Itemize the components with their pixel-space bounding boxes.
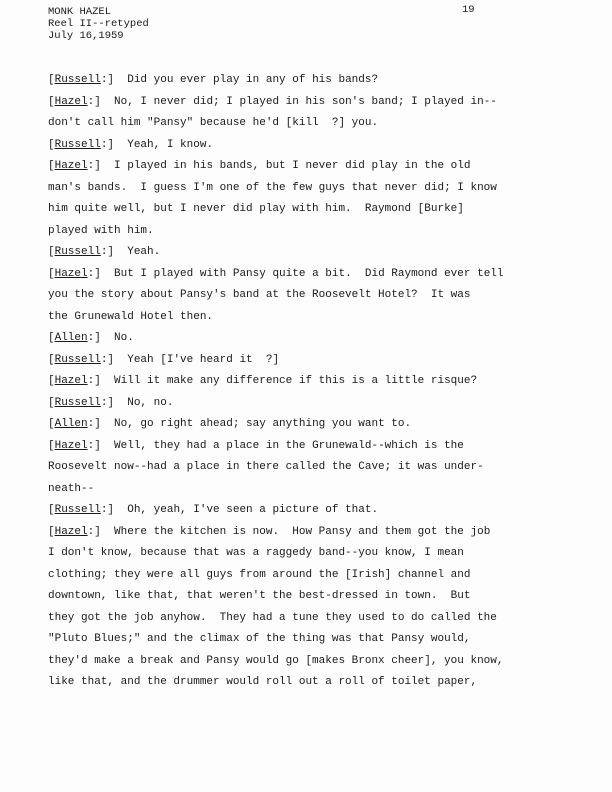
line-text: Yeah [I've heard it ?] — [127, 353, 280, 366]
line-text: Did you ever play in any of his bands? — [127, 74, 379, 86]
line-text: Well, they had a place in the Grunewald--which is the — [114, 439, 464, 452]
line-text: they'd make a break and Pansy would go [makes Bronx cheer], you know, — [48, 654, 504, 667]
transcript-line — [48, 70, 578, 92]
speaker-label: [Hazel:] — [48, 439, 115, 452]
transcript-line — [48, 393, 578, 415]
line-text: played with him. — [48, 224, 154, 237]
line-text: Where the kitchen is now. How Pansy and them got the job — [114, 525, 491, 538]
speaker-name: Hazel — [54, 525, 88, 538]
line-text: like that, and the drummer would roll out a roll of toilet paper, — [48, 676, 478, 688]
speaker-name: Hazel — [54, 95, 88, 108]
speaker-name: Russell — [54, 138, 101, 151]
transcript-line — [48, 608, 578, 630]
line-text: Oh, yeah, I've seen a picture of that. — [127, 504, 379, 516]
speaker-label: [Russell:] — [48, 353, 128, 366]
transcript-line — [48, 522, 578, 544]
line-text: man's bands. I guess I'm one of the few guys that never did; I know — [48, 181, 497, 194]
transcript-line — [48, 221, 578, 243]
speaker-name: Russell — [54, 396, 101, 409]
transcript-line — [48, 543, 578, 565]
line-text: Yeah. — [127, 246, 161, 258]
transcript-line — [48, 135, 578, 157]
speaker-name: Russell — [54, 74, 101, 86]
page-header — [48, 6, 149, 42]
speaker-label: [Russell:] — [48, 246, 128, 258]
line-text: No, no. — [127, 396, 174, 409]
transcript-line — [48, 565, 578, 587]
speaker-name: Russell — [54, 504, 101, 516]
speaker-label: [Russell:] — [48, 74, 128, 86]
interviewee-name: MONK HAZEL — [48, 6, 112, 18]
speaker-name: Allen — [54, 418, 88, 430]
line-text: I don't know, because that was a raggedy band--you know, I mean — [48, 547, 464, 559]
speaker-label: [Hazel:] — [48, 267, 115, 280]
transcript-line — [48, 500, 578, 522]
line-text: you the story about Pansy's band at the Roosevelt Hotel? It was — [48, 289, 471, 301]
transcript-line — [48, 414, 578, 436]
transcript-line — [48, 156, 578, 178]
line-text: downtown, like that, that weren't the best-dressed in town. But — [48, 590, 471, 602]
transcript-line — [48, 178, 578, 200]
reel-label: Reel II--retyped — [48, 18, 149, 30]
speaker-label: [Allen:] — [48, 418, 115, 430]
speaker-name: Allen — [54, 332, 88, 344]
page-number: 19 — [462, 4, 475, 16]
transcript-line — [48, 92, 578, 114]
line-text: they got the job anyhow. They had a tune they used to do called the — [48, 611, 497, 624]
speaker-label: [Russell:] — [48, 504, 128, 516]
transcript-line — [48, 264, 578, 286]
line-text: But I played with Pansy quite a bit. Did Raymond ever tell — [114, 267, 504, 280]
interview-date: July 16,1959 — [48, 30, 124, 42]
transcript-body — [48, 70, 578, 694]
line-text: him quite well, but I never did play with him. Raymond [Burke] — [48, 203, 464, 215]
transcript-line — [48, 479, 578, 501]
transcript-line — [48, 199, 578, 221]
speaker-name: Russell — [54, 246, 101, 258]
line-text: Yeah, I know. — [127, 138, 214, 151]
line-text: Will it make any difference if this is a little risque? — [114, 375, 478, 387]
line-text: Roosevelt now--had a place in there called the Cave; it was under- — [48, 461, 484, 473]
speaker-label: [Allen:] — [48, 332, 115, 344]
line-text: No. — [114, 332, 134, 344]
line-text: clothing; they were all guys from around the [Irish] channel and — [48, 568, 471, 581]
speaker-label: [Russell:] — [48, 138, 128, 151]
speaker-label: [Russell:] — [48, 396, 128, 409]
speaker-name: Russell — [54, 353, 101, 366]
transcript-line — [48, 629, 578, 651]
transcript-line — [48, 672, 578, 694]
line-text: don't call him "Pansy" because he'd [kill ?] you. — [48, 117, 379, 129]
transcript-line — [48, 285, 578, 307]
speaker-name: Hazel — [54, 375, 88, 387]
transcript-line — [48, 586, 578, 608]
speaker-name: Hazel — [54, 439, 88, 452]
transcript-line — [48, 436, 578, 458]
speaker-label: [Hazel:] — [48, 375, 115, 387]
line-text: No, I never did; I played in his son's band; I played in-- — [114, 95, 497, 108]
line-text: I played in his bands, but I never did play in the old — [114, 160, 471, 172]
transcript-line — [48, 350, 578, 372]
transcript-line — [48, 651, 578, 673]
line-text: "Pluto Blues;" and the climax of the thing was that Pansy would, — [48, 633, 471, 645]
transcript-line — [48, 242, 578, 264]
speaker-label: [Hazel:] — [48, 525, 115, 538]
transcript-line — [48, 113, 578, 135]
speaker-name: Hazel — [54, 160, 88, 172]
speaker-label: [Hazel:] — [48, 95, 115, 108]
line-text: No, go right ahead; say anything you want to. — [114, 418, 412, 430]
transcript-line — [48, 457, 578, 479]
transcript-line — [48, 307, 578, 329]
transcript-line — [48, 328, 578, 350]
speaker-label: [Hazel:] — [48, 160, 115, 172]
transcript-line — [48, 371, 578, 393]
speaker-name: Hazel — [54, 267, 88, 280]
line-text: the Grunewald Hotel then. — [48, 310, 214, 323]
line-text: neath-- — [48, 482, 95, 495]
